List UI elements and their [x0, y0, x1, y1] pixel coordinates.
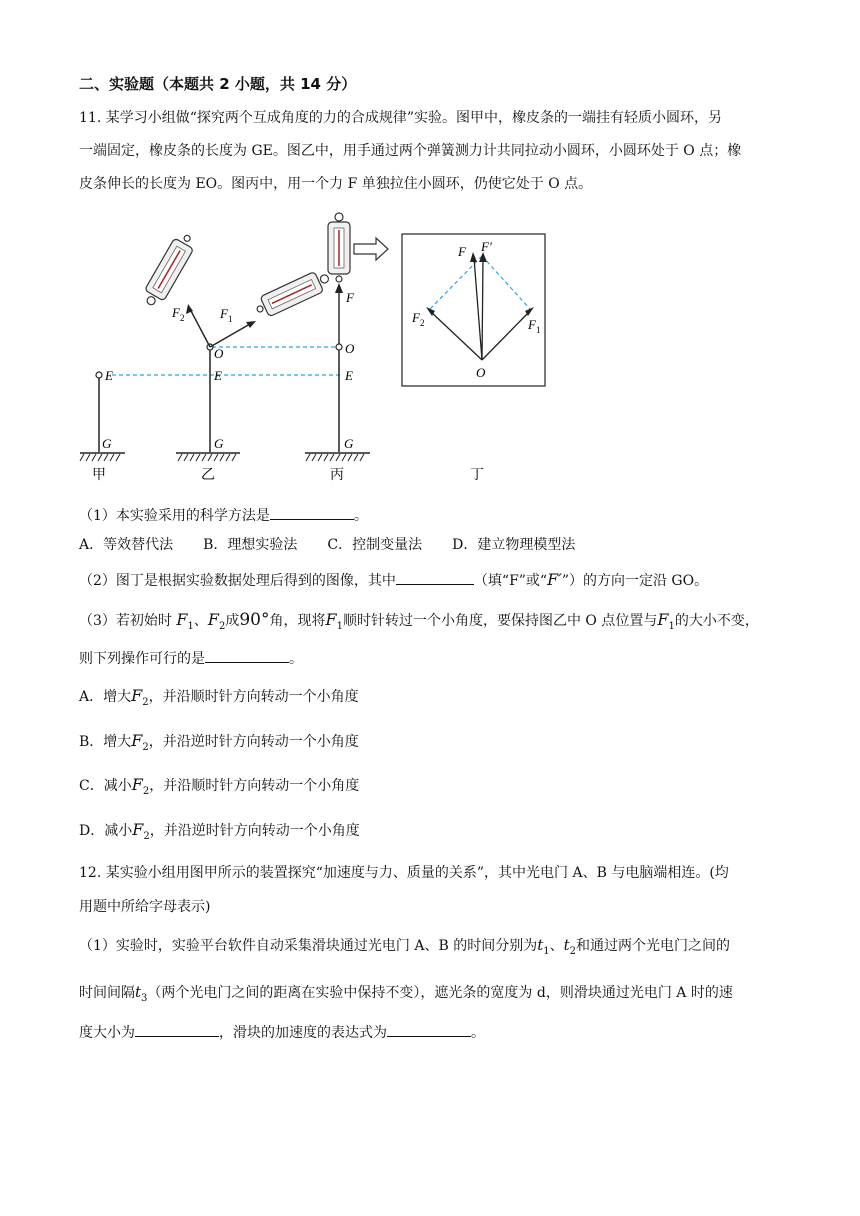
- q11-part1: [79, 505, 368, 526]
- q12-part1-text-b: 、: [549, 938, 564, 954]
- q11-part1-options: [79, 535, 575, 555]
- answer-blank[interactable]: [396, 570, 474, 585]
- F2-sub: 2: [218, 620, 226, 632]
- option-a-text: A．增大: [79, 689, 132, 705]
- F1-sub: 1: [668, 620, 675, 632]
- F2-sub: 2: [142, 785, 150, 797]
- F2-symbol: F: [131, 775, 143, 794]
- q11-line1: 11. 某学习小组做“探究两个互成角度的力的合成规律”实验。图甲中，橡皮条的一端挂有轻质小圆环，另: [79, 110, 723, 126]
- section-title: 二、实验题（本题共 2 小题，共 14 分）: [79, 75, 357, 93]
- q12-part1-text-a: （1）实验时，实验平台软件自动采集滑块通过光电门 A、B 的时间分别为: [79, 938, 538, 954]
- q11-part3-option-d: [79, 820, 360, 847]
- figure-jia: [80, 368, 125, 483]
- answer-blank[interactable]: [270, 505, 354, 520]
- q12-part1-line3-text-b: ，滑块的加速度的表达式为: [219, 1025, 387, 1041]
- label-O-bing: O: [345, 341, 355, 356]
- q11-part3-option-b: [79, 731, 359, 758]
- option-b-rest: ，并沿逆时针方向转动一个小角度: [148, 734, 359, 750]
- option-d: D．建立物理模型法: [452, 537, 576, 553]
- q12-part1-line2-text-b: （两个光电门之间的距离在实验中保持不变），遮光条的宽度为 d，则滑块通过光电门 A 时的速: [147, 985, 733, 1001]
- q12-part1-line3-end: 。: [471, 1025, 485, 1041]
- F2-sub: 2: [143, 830, 150, 842]
- force-experiment-figure: [75, 208, 555, 488]
- q12-line1: 12. 某实验小组用图甲所示的装置探究“加速度与力、质量的关系”，其中光电门 A、B 与电脑端相连。(均: [79, 865, 729, 881]
- q11-part3-text-d: 顺时针转过一个小角度，要保持图乙中 O 点位置与: [342, 613, 658, 629]
- option-d-rest: ，并沿逆时针方向转动一个小角度: [149, 823, 360, 839]
- q11-part3-line2-text: 则下列操作可行的是: [79, 651, 205, 667]
- figure-yi: [140, 230, 333, 483]
- label-F2-ding-sub: 2: [420, 318, 425, 328]
- q12-line2: 用题中所给字母表示): [79, 899, 211, 915]
- q12-part1-line3-text-a: 度大小为: [79, 1025, 135, 1041]
- F2-symbol: F: [131, 731, 143, 750]
- t3-sub: 3: [141, 992, 148, 1004]
- label-F2-yi-sub: 2: [180, 313, 185, 323]
- answer-blank[interactable]: [205, 648, 289, 663]
- label-G-bing: G: [344, 436, 354, 451]
- F1-symbol: F: [657, 610, 669, 629]
- q11-part2: [79, 570, 708, 591]
- option-b-text: B．增大: [79, 734, 132, 750]
- option-b: B．理想实验法: [203, 537, 298, 553]
- option-c-rest: ，并沿顺时针方向转动一个小角度: [149, 778, 360, 794]
- q11-line2: 一端固定，橡皮条的长度为 GE。图乙中，用手通过两个弹簧测力计共同拉动小圆环，小圆环处于 O 点；橡: [79, 143, 742, 159]
- label-bing: 丙: [330, 468, 344, 483]
- option-a: A．等效替代法: [79, 537, 174, 553]
- q11-part1-end: 。: [353, 508, 368, 524]
- label-E-jia: E: [105, 368, 113, 383]
- label-O-ding: O: [476, 365, 486, 380]
- label-Fprime-ding: F′: [481, 239, 492, 254]
- answer-blank[interactable]: [135, 1022, 219, 1037]
- figure-ding: [402, 234, 545, 386]
- q12-part1: [79, 935, 730, 962]
- label-F-ding: F: [458, 244, 466, 259]
- t1-sub: 1: [543, 945, 550, 957]
- q11-part3-text-c: 角，现将: [269, 613, 326, 629]
- q11-part3-text-e: 的大小不变，: [674, 613, 759, 629]
- F1-sub: 1: [187, 620, 194, 632]
- label-F1-yi-sub: 1: [228, 314, 233, 324]
- q11-part3-line2-end: 。: [289, 651, 303, 667]
- label-yi: 乙: [201, 468, 215, 483]
- q12-part1-line2: [79, 982, 733, 1009]
- label-O-yi: O: [214, 346, 224, 361]
- q11-part2-fprime: F′: [547, 570, 562, 589]
- F1-sub: 1: [336, 620, 343, 632]
- label-E-bing: E: [345, 368, 353, 383]
- label-F-bing: F: [346, 290, 354, 305]
- q11-part2-text-c: ”）的方向一定沿 GO。: [561, 573, 709, 589]
- angle-value: 90°: [239, 610, 270, 630]
- F1-symbol: F: [176, 610, 188, 629]
- option-a-rest: ，并沿顺时针方向转动一个小角度: [148, 689, 359, 705]
- option-c: C．控制变量法: [327, 537, 423, 553]
- q11-part3-text-a: （3）若初始时: [79, 613, 172, 629]
- label-G-jia: G: [102, 436, 112, 451]
- answer-blank[interactable]: [387, 1022, 471, 1037]
- label-G-yi: G: [214, 436, 224, 451]
- hollow-arrow-icon: [354, 238, 388, 260]
- t2-symbol: t: [563, 936, 570, 954]
- label-F1-ding-sub: 1: [536, 325, 541, 335]
- q11-part2-text-b: （填“F”或“: [473, 573, 548, 589]
- option-c-text: C．减小: [79, 778, 132, 794]
- F2-sub: 2: [142, 696, 149, 708]
- F2-symbol: F: [132, 820, 144, 839]
- q12-part1-text-c: 和通过两个光电门之间的: [576, 938, 731, 954]
- label-F1-ding: F: [528, 317, 536, 332]
- t3-symbol: t: [135, 983, 142, 1001]
- F1-symbol: F: [325, 610, 337, 629]
- F2-symbol: F: [131, 686, 143, 705]
- option-d-text: D．减小: [79, 823, 133, 839]
- q12-part1-line2-text-a: 时间间隔: [79, 985, 135, 1001]
- q11-line3: 皮条伸长的长度为 EO。图丙中，用一个力 F 单独拉住小圆环，仍使它处于 O 点。: [79, 176, 593, 192]
- q11-part3-line2: [79, 648, 303, 669]
- q11-part3-option-c: [79, 775, 359, 802]
- label-F1-yi: F: [220, 306, 228, 321]
- label-F2-yi: F: [172, 305, 180, 320]
- label-jia: 甲: [92, 468, 106, 483]
- q11-part3-option-a: [79, 686, 359, 713]
- q11-part1-text: （1）本实验采用的科学方法是: [79, 508, 270, 524]
- t2-sub: 2: [569, 945, 577, 957]
- q11-part2-text-a: （2）图丁是根据实验数据处理后得到的图像，其中: [79, 573, 396, 589]
- t1-symbol: t: [537, 936, 544, 954]
- q11-part3: （3）若初始时 $F_1$、$F_2$成90°角，现将$F_1$顺时针转过一个小角度，要保持图乙中 O 点位置与$F_1$的大小不变，: [79, 610, 759, 632]
- F2-sub: 2: [142, 741, 149, 753]
- F2-symbol: F: [207, 610, 219, 629]
- q11-part3-text-b: 成: [225, 613, 240, 629]
- label-E-yi: E: [214, 368, 222, 383]
- label-ding: 丁: [470, 468, 484, 483]
- q12-part1-line3: [79, 1022, 485, 1043]
- label-F2-ding: F: [412, 310, 420, 325]
